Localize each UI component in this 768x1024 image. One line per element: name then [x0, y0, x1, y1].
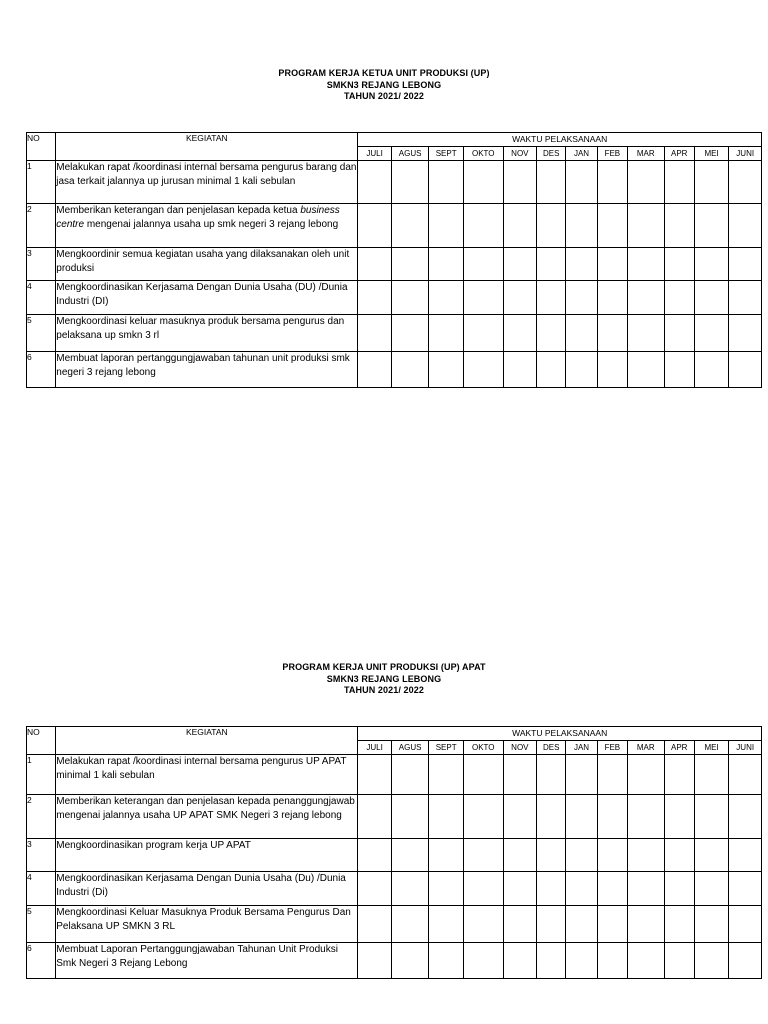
schedule-cell: [358, 755, 391, 795]
month-header: OKTO: [463, 741, 503, 755]
schedule-cell: [694, 204, 728, 248]
schedule-cell: [358, 161, 391, 204]
month-header: DES: [537, 741, 566, 755]
schedule-cell: [503, 839, 536, 872]
schedule-cell: [664, 872, 694, 906]
title-line-3: TAHUN 2021/ 2022: [344, 91, 424, 101]
schedule-cell: [503, 943, 536, 979]
program-table: [26, 132, 762, 388]
schedule-cell: [628, 755, 665, 795]
schedule-cell: [358, 839, 391, 872]
title-line-3: TAHUN 2021/ 2022: [344, 685, 424, 695]
schedule-cell: [429, 161, 463, 204]
schedule-cell: [537, 755, 566, 795]
title-line-1: PROGRAM KERJA KETUA UNIT PRODUKSI (UP): [278, 68, 490, 78]
month-header: MAR: [628, 147, 665, 161]
schedule-cell: [628, 161, 665, 204]
schedule-cell: [391, 204, 429, 248]
schedule-cell: [729, 315, 762, 352]
table-row: [27, 161, 762, 204]
header-waktu-pelaksanaan: WAKTU PELAKSANAAN: [358, 727, 762, 741]
schedule-cell: [694, 248, 728, 281]
month-header: MAR: [628, 741, 665, 755]
activity-text: Mengkoordinasikan program kerja UP APAT: [56, 839, 358, 872]
schedule-cell: [628, 872, 665, 906]
schedule-cell: [463, 315, 503, 352]
schedule-cell: [628, 281, 665, 315]
schedule-cell: [694, 281, 728, 315]
row-number: 3: [27, 839, 56, 872]
schedule-cell: [729, 352, 762, 388]
month-header: SEPT: [429, 147, 463, 161]
schedule-cell: [503, 352, 536, 388]
schedule-cell: [358, 906, 391, 943]
schedule-cell: [503, 872, 536, 906]
title-line-2: SMKN3 REJANG LEBONG: [326, 673, 442, 684]
schedule-cell: [628, 943, 665, 979]
schedule-cell: [358, 352, 391, 388]
month-header: NOV: [503, 147, 536, 161]
activity-text-italic: business centre: [56, 205, 340, 230]
schedule-cell: [729, 248, 762, 281]
schedule-cell: [694, 315, 728, 352]
schedule-cell: [628, 352, 665, 388]
schedule-cell: [729, 872, 762, 906]
month-header: JULI: [358, 741, 391, 755]
schedule-cell: [463, 248, 503, 281]
month-header: AGUS: [391, 741, 429, 755]
activity-text: Mengkoordinasi Keluar Masuknya Produk Bersama Pengurus Dan Pelaksana UP SMKN 3 RL: [56, 906, 358, 943]
row-number: 2: [27, 204, 56, 248]
schedule-cell: [628, 315, 665, 352]
table-row: [27, 281, 762, 315]
schedule-cell: [664, 248, 694, 281]
row-number: 4: [27, 281, 56, 315]
table-row: [27, 315, 762, 352]
activity-text: Memberikan keterangan dan penjelasan kepada penanggungjawab mengenai jalannya usaha UP APAT SMK Negeri 3 rejang lebong: [56, 795, 358, 839]
schedule-cell: [694, 755, 728, 795]
schedule-cell: [664, 315, 694, 352]
month-header: OKTO: [463, 147, 503, 161]
activity-text: Mengkoordinasikan Kerjasama Dengan Dunia Usaha (Du) /Dunia Industri (Di): [56, 872, 358, 906]
schedule-cell: [503, 315, 536, 352]
schedule-cell: [729, 755, 762, 795]
schedule-cell: [537, 281, 566, 315]
schedule-cell: [503, 204, 536, 248]
schedule-cell: [566, 161, 597, 204]
month-header: JULI: [358, 147, 391, 161]
schedule-cell: [429, 839, 463, 872]
schedule-cell: [358, 281, 391, 315]
activity-text: [56, 204, 358, 248]
document-title: [0, 662, 768, 697]
schedule-cell: [429, 352, 463, 388]
schedule-cell: [537, 839, 566, 872]
schedule-cell: [566, 839, 597, 872]
schedule-cell: [391, 872, 429, 906]
month-header: FEB: [597, 147, 627, 161]
schedule-cell: [628, 248, 665, 281]
header-waktu-pelaksanaan: WAKTU PELAKSANAAN: [358, 133, 762, 147]
schedule-cell: [429, 943, 463, 979]
schedule-cell: [664, 795, 694, 839]
activity-text: Melakukan rapat /koordinasi internal bersama pengurus barang dan jasa terkait jalannya up jurusan minimal 1 kali sebulan: [56, 161, 358, 204]
schedule-cell: [664, 755, 694, 795]
schedule-cell: [664, 839, 694, 872]
schedule-cell: [391, 281, 429, 315]
month-header: NOV: [503, 741, 536, 755]
schedule-cell: [664, 352, 694, 388]
month-header: DES: [537, 147, 566, 161]
row-number: 5: [27, 315, 56, 352]
schedule-cell: [503, 161, 536, 204]
schedule-cell: [694, 352, 728, 388]
month-header: APR: [664, 147, 694, 161]
schedule-cell: [463, 161, 503, 204]
row-number: 3: [27, 248, 56, 281]
month-header: JAN: [566, 741, 597, 755]
schedule-cell: [729, 161, 762, 204]
schedule-cell: [566, 204, 597, 248]
table-row: [27, 943, 762, 979]
activity-text-part: Memberikan keterangan dan penjelasan kepada ketua: [56, 205, 301, 216]
row-number: 1: [27, 161, 56, 204]
schedule-cell: [429, 755, 463, 795]
month-header: JUNI: [729, 741, 762, 755]
schedule-cell: [729, 204, 762, 248]
schedule-cell: [429, 795, 463, 839]
schedule-cell: [391, 943, 429, 979]
schedule-cell: [664, 204, 694, 248]
table-row: [27, 755, 762, 795]
month-header: AGUS: [391, 147, 429, 161]
schedule-cell: [597, 315, 627, 352]
schedule-cell: [429, 315, 463, 352]
schedule-cell: [537, 795, 566, 839]
schedule-cell: [664, 161, 694, 204]
schedule-cell: [566, 281, 597, 315]
schedule-cell: [566, 872, 597, 906]
header-kegiatan: KEGIATAN: [56, 727, 358, 755]
activity-text: Mengkoordinasikan Kerjasama Dengan Dunia Usaha (DU) /Dunia Industri (DI): [56, 281, 358, 315]
schedule-cell: [463, 204, 503, 248]
schedule-cell: [597, 755, 627, 795]
schedule-cell: [537, 943, 566, 979]
schedule-cell: [391, 161, 429, 204]
month-header: MEI: [694, 147, 728, 161]
schedule-cell: [729, 839, 762, 872]
schedule-cell: [694, 839, 728, 872]
activity-text: Membuat laporan pertanggungjawaban tahunan unit produksi smk negeri 3 rejang lebong: [56, 352, 358, 388]
schedule-cell: [664, 906, 694, 943]
schedule-cell: [537, 315, 566, 352]
schedule-cell: [463, 352, 503, 388]
schedule-cell: [628, 839, 665, 872]
row-number: 6: [27, 943, 56, 979]
schedule-cell: [503, 281, 536, 315]
schedule-cell: [503, 248, 536, 281]
schedule-cell: [729, 795, 762, 839]
row-number: 2: [27, 795, 56, 839]
program-table: [26, 726, 762, 979]
schedule-cell: [628, 204, 665, 248]
activity-text: Mengkoordinasi keluar masuknya produk bersama pengurus dan pelaksana up smkn 3 rl: [56, 315, 358, 352]
schedule-cell: [597, 839, 627, 872]
schedule-cell: [391, 755, 429, 795]
activity-text: Mengkoordinir semua kegiatan usaha yang dilaksanakan oleh unit produksi: [56, 248, 358, 281]
program-section-up-apat: [0, 662, 768, 969]
schedule-cell: [537, 352, 566, 388]
schedule-cell: [463, 281, 503, 315]
month-header: JAN: [566, 147, 597, 161]
schedule-cell: [597, 906, 627, 943]
schedule-cell: [391, 906, 429, 943]
schedule-cell: [358, 795, 391, 839]
table-row: [27, 872, 762, 906]
schedule-cell: [664, 943, 694, 979]
schedule-cell: [694, 906, 728, 943]
schedule-cell: [566, 795, 597, 839]
row-number: 5: [27, 906, 56, 943]
schedule-cell: [463, 943, 503, 979]
month-header: FEB: [597, 741, 627, 755]
schedule-cell: [358, 872, 391, 906]
schedule-cell: [463, 795, 503, 839]
schedule-cell: [566, 755, 597, 795]
schedule-cell: [566, 906, 597, 943]
table-row: [27, 248, 762, 281]
schedule-cell: [597, 281, 627, 315]
schedule-cell: [391, 795, 429, 839]
schedule-cell: [566, 943, 597, 979]
schedule-cell: [429, 906, 463, 943]
schedule-cell: [694, 943, 728, 979]
table-row: [27, 204, 762, 248]
schedule-cell: [597, 352, 627, 388]
schedule-cell: [566, 315, 597, 352]
activity-text: Membuat Laporan Pertanggungjawaban Tahunan Unit Produksi Smk Negeri 3 Rejang Lebong: [56, 943, 358, 979]
schedule-cell: [628, 795, 665, 839]
header-kegiatan: KEGIATAN: [56, 133, 358, 161]
row-number: 1: [27, 755, 56, 795]
table-row: [27, 795, 762, 839]
month-header: APR: [664, 741, 694, 755]
schedule-cell: [391, 839, 429, 872]
schedule-cell: [391, 352, 429, 388]
title-line-2: SMKN3 REJANG LEBONG: [326, 79, 442, 90]
schedule-cell: [694, 795, 728, 839]
schedule-cell: [358, 943, 391, 979]
schedule-cell: [358, 248, 391, 281]
schedule-cell: [463, 872, 503, 906]
month-header: JUNI: [729, 147, 762, 161]
schedule-cell: [358, 315, 391, 352]
schedule-cell: [729, 943, 762, 979]
schedule-cell: [537, 248, 566, 281]
schedule-cell: [694, 161, 728, 204]
activity-text: Melakukan rapat /koordinasi internal bersama pengurus UP APAT minimal 1 kali sebulan: [56, 755, 358, 795]
schedule-cell: [537, 906, 566, 943]
schedule-cell: [503, 795, 536, 839]
schedule-cell: [358, 204, 391, 248]
schedule-cell: [391, 248, 429, 281]
month-header: MEI: [694, 741, 728, 755]
table-row: [27, 352, 762, 388]
row-number: 4: [27, 872, 56, 906]
schedule-cell: [694, 872, 728, 906]
program-section-ketua-up: [0, 68, 768, 378]
schedule-cell: [391, 315, 429, 352]
schedule-cell: [597, 204, 627, 248]
schedule-cell: [429, 281, 463, 315]
schedule-cell: [503, 755, 536, 795]
schedule-cell: [537, 161, 566, 204]
schedule-cell: [597, 943, 627, 979]
title-line-1: PROGRAM KERJA UNIT PRODUKSI (UP) APAT: [282, 662, 486, 672]
header-no: NO: [27, 727, 56, 755]
document-title: [0, 68, 768, 103]
schedule-cell: [429, 872, 463, 906]
table-row: [27, 839, 762, 872]
schedule-cell: [463, 906, 503, 943]
schedule-cell: [503, 906, 536, 943]
schedule-cell: [429, 204, 463, 248]
schedule-cell: [463, 839, 503, 872]
schedule-cell: [566, 352, 597, 388]
row-number: 6: [27, 352, 56, 388]
schedule-cell: [664, 281, 694, 315]
schedule-cell: [597, 795, 627, 839]
schedule-cell: [729, 906, 762, 943]
schedule-cell: [597, 161, 627, 204]
schedule-cell: [597, 248, 627, 281]
schedule-cell: [597, 872, 627, 906]
month-header: SEPT: [429, 741, 463, 755]
schedule-cell: [537, 204, 566, 248]
schedule-cell: [566, 248, 597, 281]
header-no: NO: [27, 133, 56, 161]
schedule-cell: [729, 281, 762, 315]
schedule-cell: [429, 248, 463, 281]
schedule-cell: [463, 755, 503, 795]
table-row: [27, 906, 762, 943]
schedule-cell: [537, 872, 566, 906]
schedule-cell: [628, 906, 665, 943]
activity-text-part: mengenai jalannya usaha up smk negeri 3 rejang lebong: [84, 219, 339, 230]
